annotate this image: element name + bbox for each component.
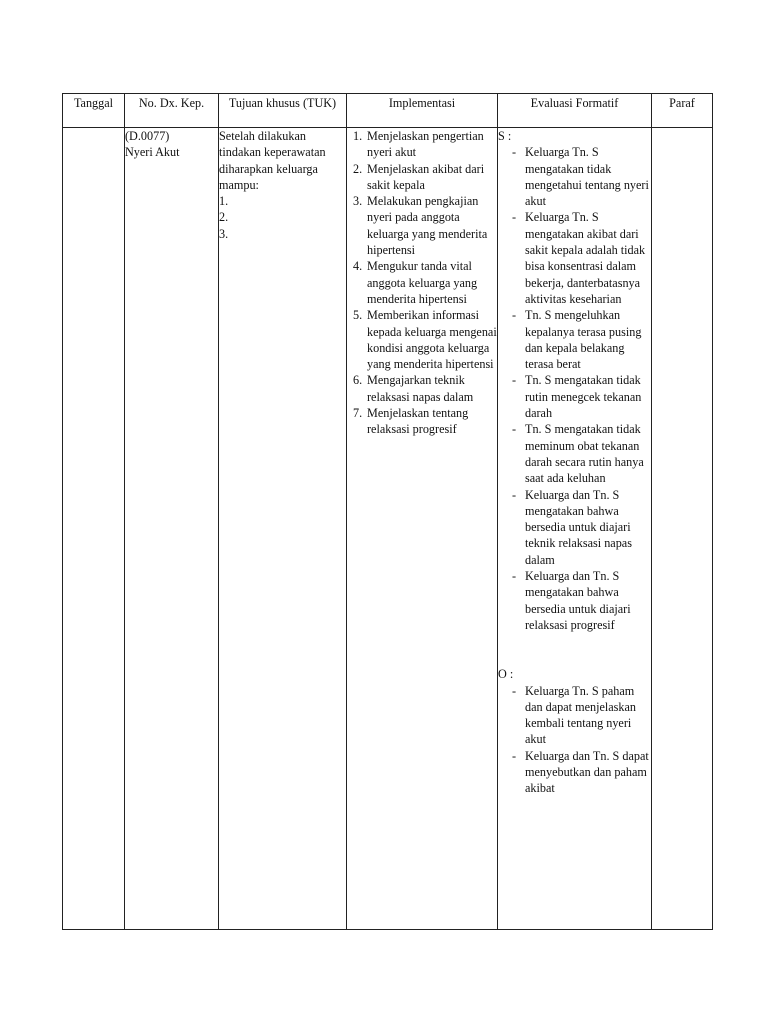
item-text: Mengajarkan teknik relaksasi napas dalam bbox=[367, 373, 474, 404]
header-paraf: Paraf bbox=[652, 94, 713, 128]
item-text: Tn. S mengeluhkan kepalanya terasa pusing dan kepala belakang terasa berat bbox=[525, 308, 642, 372]
item-text: Menjelaskan tentang relaksasi progresif bbox=[367, 406, 469, 437]
list-item: - Tn. S mengatakan tidak meminum obat tekanan darah secara rutin hanya saat ada keluhan bbox=[512, 422, 644, 486]
item-number: 7. bbox=[353, 406, 363, 421]
header-tanggal: Tanggal bbox=[63, 94, 125, 128]
tuk-item: 1. bbox=[219, 194, 229, 209]
cell-implementasi bbox=[347, 128, 498, 930]
item-text: Keluarga dan Tn. S mengatakan bahwa bersedia untuk diajari teknik relaksasi napas dalam bbox=[525, 487, 632, 567]
item-number: 4. bbox=[353, 259, 363, 274]
item-text: Keluarga dan Tn. S dapat menyebutkan dan paham akibat bbox=[525, 748, 649, 796]
list-item: - Keluarga Tn. S paham dan dapat menjelaskan kembali tentang nyeri akut bbox=[512, 683, 636, 747]
header-implementasi: Implementasi bbox=[347, 94, 498, 128]
item-number: 2. bbox=[353, 161, 363, 176]
objective-list bbox=[498, 683, 651, 797]
item-text: Menjelaskan akibat dari sakit kepala bbox=[367, 161, 485, 192]
list-item bbox=[347, 405, 497, 438]
item-number: 3. bbox=[353, 194, 363, 209]
header-tujuan-khusus: Tujuan khusus (TUK) bbox=[219, 94, 347, 128]
table-header-row bbox=[63, 94, 713, 128]
list-item: - Keluarga dan Tn. S mengatakan bahwa bersedia untuk diajari teknik relaksasi napas dalam bbox=[512, 487, 632, 567]
item-number: 5. bbox=[353, 308, 363, 323]
diagnosis-name: Nyeri Akut bbox=[125, 145, 180, 160]
objective-label: O : bbox=[498, 667, 514, 682]
item-text: Keluarga Tn. S mengatakan akibat dari sakit kepala adalah tidak bisa konsentrasi dalam bekerja, danterbatasnya aktivitas keseharian bbox=[525, 210, 646, 306]
tuk-item: 2. bbox=[219, 210, 229, 225]
list-item: - Keluarga Tn. S mengatakan tidak mengetahui tentang nyeri akut bbox=[512, 145, 649, 209]
cell-tujuan-khusus bbox=[219, 128, 347, 930]
item-text: Keluarga dan Tn. S mengatakan bahwa bersedia untuk diajari relaksasi progresif bbox=[525, 569, 631, 632]
item-text: Tn. S mengatakan tidak meminum obat tekanan darah secara rutin hanya saat ada keluhan bbox=[525, 422, 644, 486]
list-item: - Keluarga Tn. S mengatakan akibat dari sakit kepala adalah tidak bisa konsentrasi dalam bekerja, danterbatasnya aktivitas keseharian bbox=[512, 210, 646, 306]
nursing-implementation-table bbox=[62, 93, 713, 930]
list-item: - Keluarga dan Tn. S dapat menyebutkan dan paham akibat bbox=[512, 748, 649, 796]
tuk-text: Setelah dilakukan tindakan keperawatan diharapkan keluarga mampu: bbox=[219, 129, 326, 192]
tuk-item: 3. bbox=[219, 226, 229, 241]
subjective-list bbox=[498, 144, 651, 633]
list-item: - Tn. S mengeluhkan kepalanya terasa pusing dan kepala belakang terasa berat bbox=[512, 308, 642, 372]
cell-evaluasi-formatif bbox=[498, 128, 652, 930]
diagnosis-code: (D.0077) bbox=[125, 129, 170, 143]
item-text: Melakukan pengkajian nyeri pada anggota keluarga yang menderita hipertensi bbox=[367, 194, 488, 258]
list-item: - Tn. S mengatakan tidak rutin menegcek tekanan darah bbox=[512, 373, 642, 421]
item-number: 1. bbox=[353, 129, 363, 143]
list-item bbox=[347, 372, 497, 405]
item-number: 6. bbox=[353, 373, 363, 388]
item-text: Keluarga Tn. S paham dan dapat menjelaskan kembali tentang nyeri akut bbox=[525, 683, 636, 747]
list-item bbox=[347, 161, 497, 194]
cell-tanggal bbox=[63, 128, 125, 930]
item-text: Keluarga Tn. S mengatakan tidak mengetahui tentang nyeri akut bbox=[525, 145, 649, 209]
list-item: - Keluarga dan Tn. S mengatakan bahwa bersedia untuk diajari relaksasi progresif bbox=[512, 569, 631, 632]
header-no-dx-kep: No. Dx. Kep. bbox=[125, 94, 219, 128]
table-row bbox=[63, 128, 713, 930]
subjective-label: S : bbox=[498, 129, 512, 143]
implementasi-list bbox=[347, 128, 497, 438]
list-item bbox=[347, 307, 497, 372]
list-item bbox=[347, 128, 497, 161]
item-text: Mengukur tanda vital anggota keluarga yang menderita hipertensi bbox=[367, 259, 478, 306]
item-text: Memberikan informasi kepada keluarga mengenai kondisi anggota keluarga yang menderita hipertensi bbox=[367, 308, 497, 372]
cell-paraf bbox=[652, 128, 713, 930]
header-evaluasi-formatif: Evaluasi Formatif bbox=[498, 94, 652, 128]
item-text: Tn. S mengatakan tidak rutin menegcek tekanan darah bbox=[525, 373, 642, 421]
section-spacer bbox=[498, 633, 651, 666]
item-text: Menjelaskan pengertian nyeri akut bbox=[367, 129, 484, 160]
cell-diagnosis bbox=[125, 128, 219, 930]
list-item bbox=[347, 193, 497, 258]
list-item bbox=[347, 258, 497, 307]
